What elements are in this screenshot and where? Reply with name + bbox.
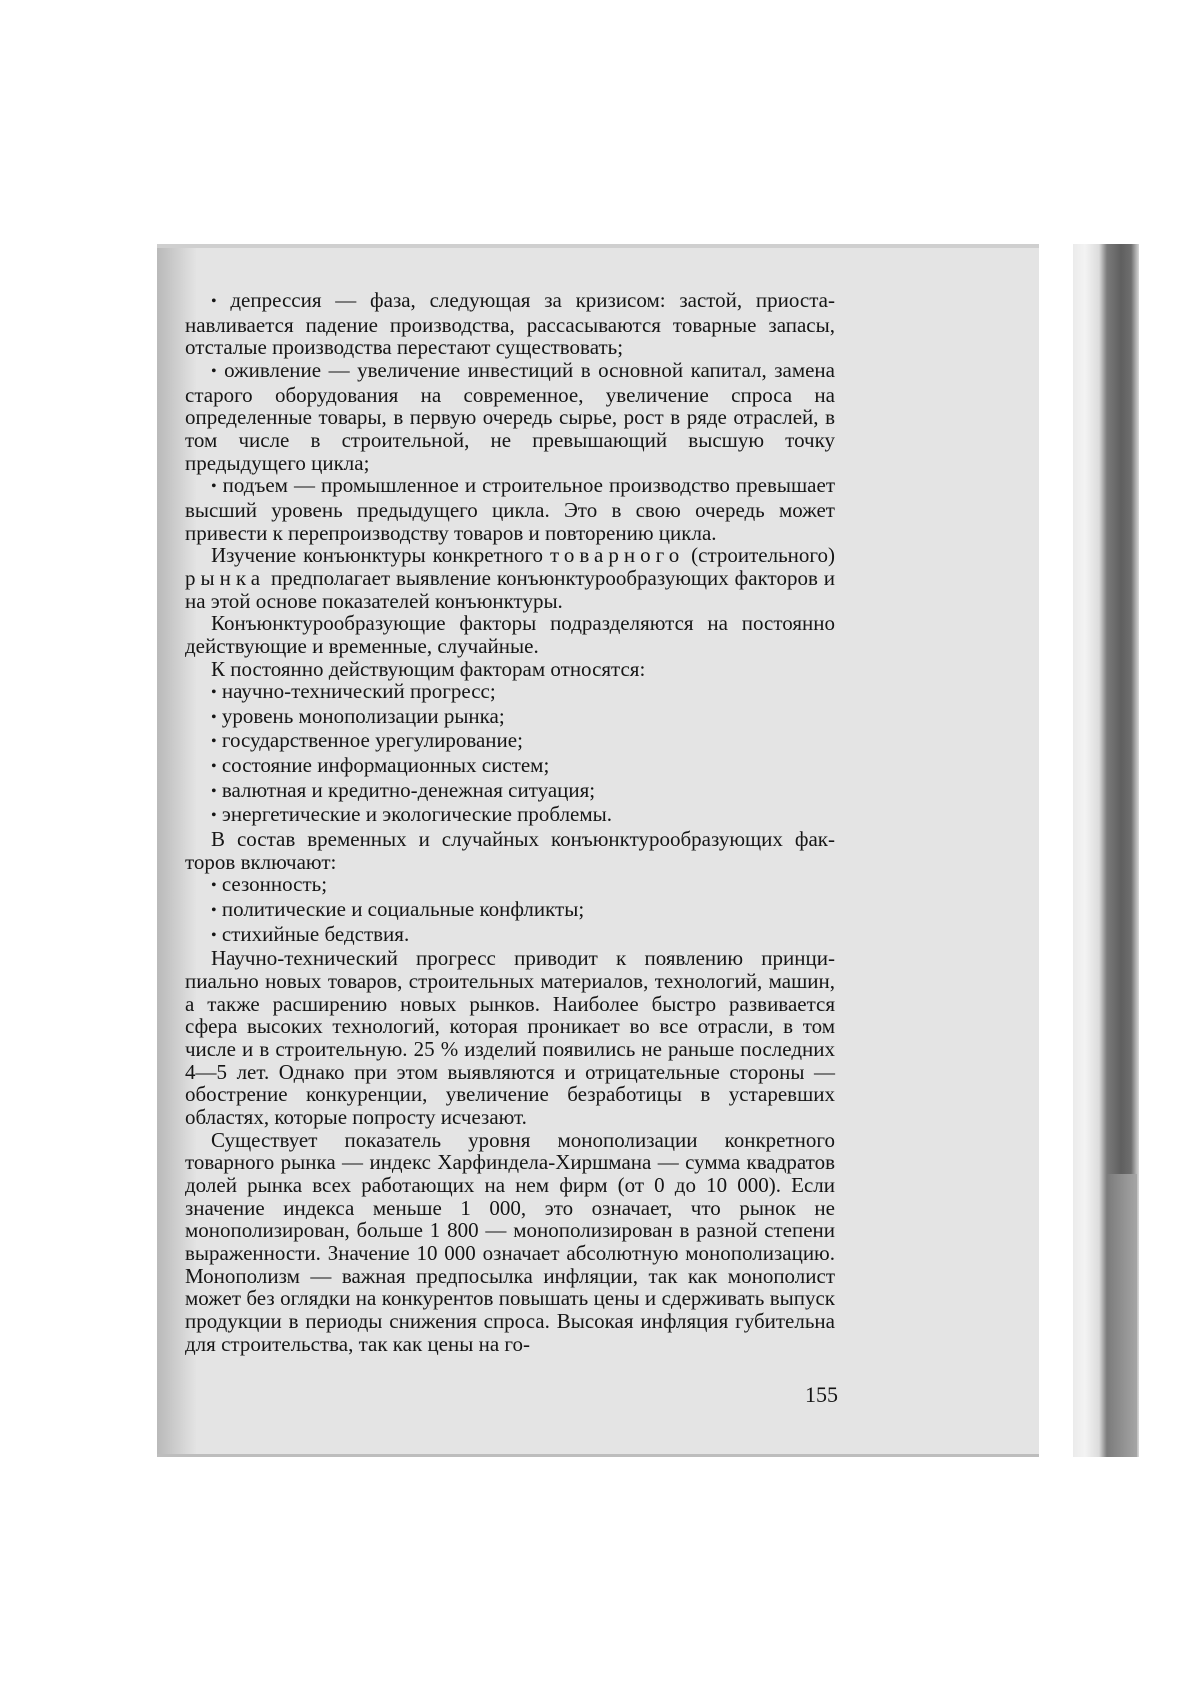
scan-top-edge — [157, 244, 1039, 248]
paragraph-fragment: Изучение конъюнктуры конкретного — [211, 543, 550, 568]
bullet-text: уровень монополизации рынка; — [221, 703, 505, 728]
bullet-paragraph — [185, 754, 835, 779]
bullet-paragraph — [185, 803, 835, 828]
spaced-emphasis: рынка — [185, 565, 266, 590]
bullet-text: оживление — увеличение инвестиций в основной капитал, замена старого оборудования на современное, увеличение спроса на определенные товары, в первую очередь сырье, рост в ряде отраслей, в том числе в строительной, не превышающий высшую точку предыдущего цикла; — [185, 357, 835, 475]
text-paragraph: Научно-технический прогресс приводит к появлению принципиально новых товаров, строительных материалов, технологий, машин, а также расширению новых рынков. Наиболее быстро развивается сфера высоких технологий, которая проникает во все отрасли, в том числе и в строительную. 25 % изделий появились не раньше последних 4—5 лет. Однако при этом выявляются и отрицательные стороны — обострение конкуренции, увеличение безработицы в устаревших областях, которые попросту исчезают. — [185, 946, 835, 1129]
bullet-marker: • — [211, 782, 217, 800]
bullet-marker: • — [211, 293, 217, 310]
text-paragraph: Существует показатель уровня монополизации конкретного товарного рынка — индекс Харфиндела-Хиршмана — сумма квадратов долей рынка всех работающих на нем фирм (от 0 до 10 000). Если значение индекса меньше 1 000, это означает, что рынок не монополизирован, больше 1 800 — монополизирован в разной степени выраженности. Значение 10 000 означает абсолютную монополизацию. Монополизм — важная предпосылка инфляции, так как монополист может без оглядки на конкурентов повышать цены и сдерживать выпуск продукции в периоды снижения спроса. Высокая инфляция губительна для строительства, так как цены на го- — [185, 1127, 835, 1356]
bullet-paragraph — [185, 873, 835, 898]
bullet-paragraph — [185, 923, 835, 948]
bullet-text: стихийные бедствия. — [221, 921, 410, 946]
bullet-marker: • — [211, 926, 217, 944]
page-number: 155 — [805, 1382, 838, 1407]
bullet-marker: • — [211, 902, 217, 920]
book-page-edges-lower — [1107, 1174, 1137, 1457]
bullet-text: энергетические и экологические проблемы. — [221, 802, 613, 827]
bullet-text: валютная и кредитно-денежная ситуация; — [221, 777, 596, 802]
bullet-marker: • — [211, 684, 217, 702]
bullet-marker: • — [211, 478, 217, 496]
paragraph-fragment: (строительного) — [684, 543, 835, 568]
bullet-marker: • — [211, 877, 217, 895]
bullet-paragraph — [185, 289, 835, 359]
text-paragraph: К постоянно действующим факторам относятся: — [211, 656, 646, 681]
bullet-marker: • — [211, 733, 217, 751]
bullet-paragraph — [185, 474, 835, 544]
text-paragraph: Конъюнктурообразующие факторы подразделяются на постоянно действующие и временные, случайные. — [185, 611, 835, 658]
bullet-text: подъем — промышленное и строительное производство превышает высший уровень предыдущего цикла. Это в свою очередь может привести к перепроизводству товаров и повторению цикла. — [185, 473, 835, 545]
bullet-text: научно-технический прогресс; — [221, 679, 496, 704]
bullet-text: состояние информационных систем; — [221, 753, 550, 778]
bullet-paragraph — [185, 680, 835, 705]
bullet-paragraph — [185, 705, 835, 730]
paragraph-fragment: предполагает выявление конъюнктурообразующих факторов и на этой основе показателей конъюнктуры. — [185, 565, 835, 613]
spaced-emphasis: товарного — [550, 543, 685, 568]
bullet-marker: • — [211, 708, 217, 726]
bullet-text: сезонность; — [221, 872, 328, 897]
text-paragraph: В состав временных и случайных конъюнктурообразующих факторов включают: — [185, 827, 835, 874]
text-paragraph — [185, 544, 835, 612]
bullet-paragraph — [185, 729, 835, 754]
bullet-text: политические и социальные конфликты; — [221, 897, 585, 922]
bullet-paragraph — [185, 359, 835, 474]
bullet-text: государственное урегулирование; — [221, 728, 523, 753]
bullet-marker: • — [211, 758, 217, 776]
bullet-paragraph — [185, 898, 835, 923]
scan-bottom-edge — [157, 1454, 1039, 1457]
page-text — [185, 289, 835, 1355]
bullet-marker: • — [211, 362, 217, 380]
bullet-paragraph — [185, 779, 835, 804]
bullet-marker: • — [211, 807, 217, 825]
bullet-text: депрессия — фаза, следующая за кризисом: застой, приостанавливается падение производства, рассасываются товарные запасы, отсталые производства перестают существовать; — [185, 288, 836, 360]
